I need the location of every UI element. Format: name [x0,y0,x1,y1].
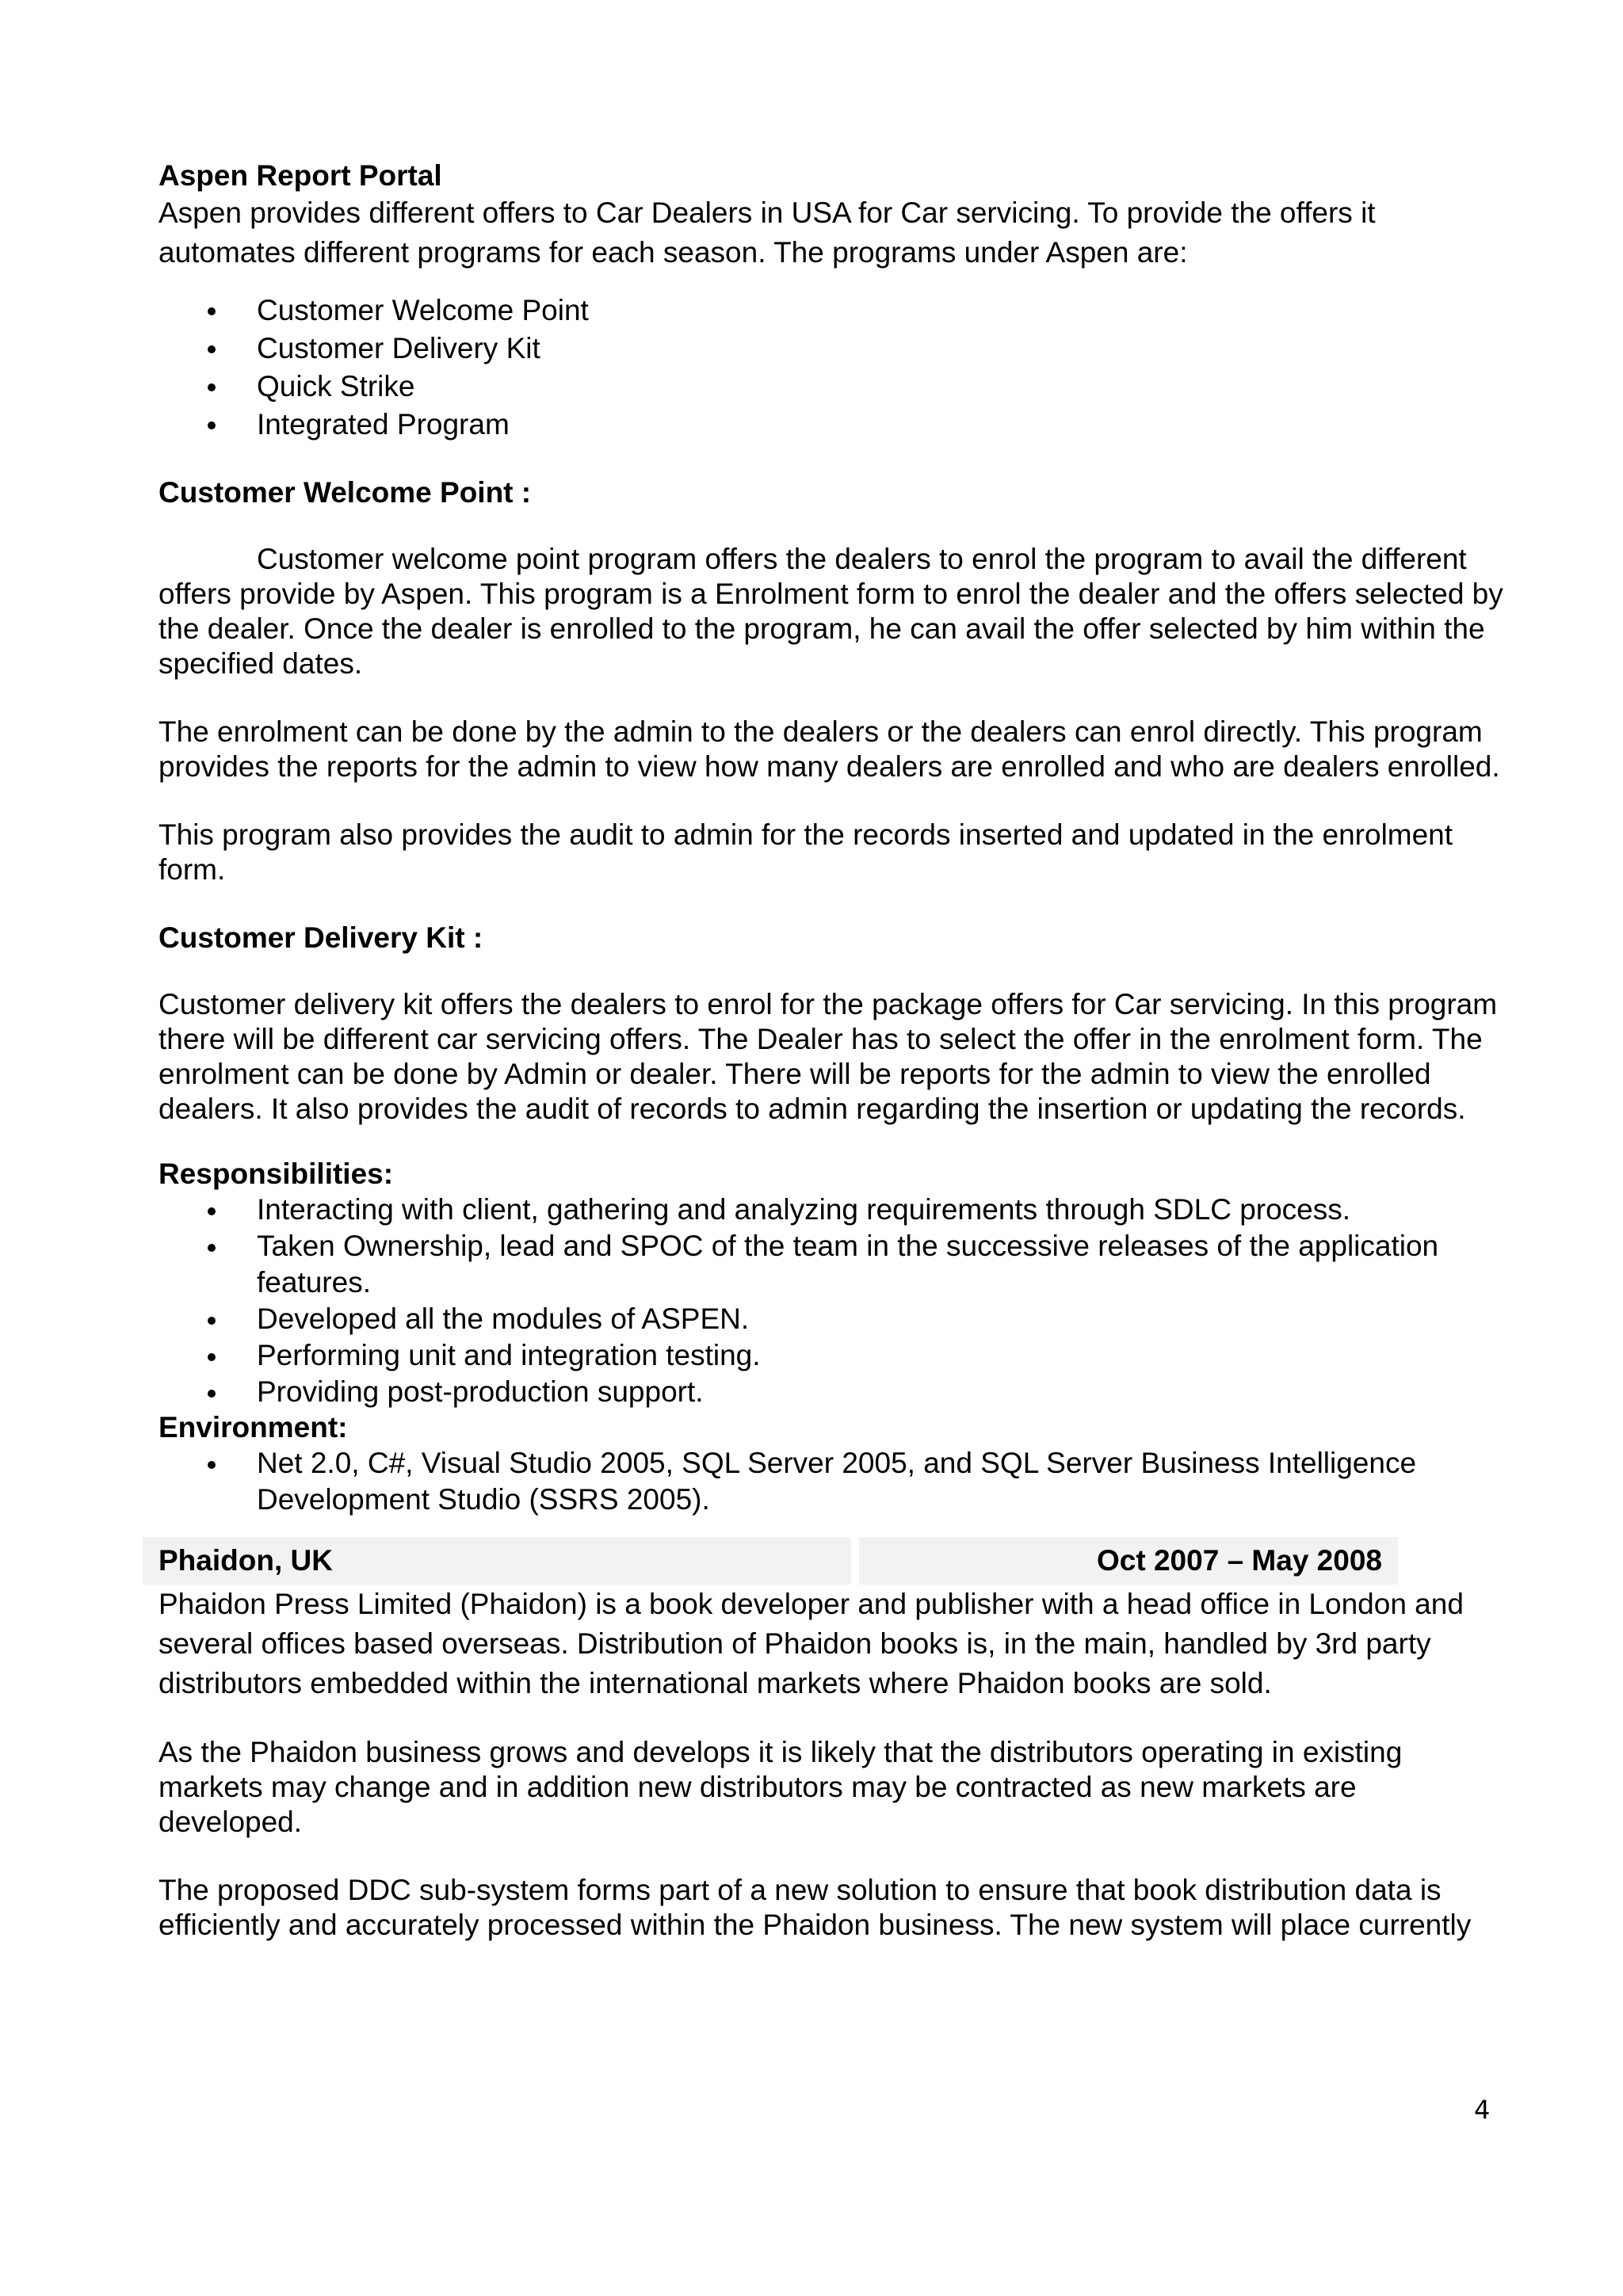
list-item: Customer Welcome Point [158,292,1506,330]
page-content [158,158,1506,1943]
bullet-icon [208,1390,216,1398]
bullet-icon [208,1353,216,1361]
bullet-icon [208,1317,216,1325]
list-item: Performing unit and integration testing. [158,1337,1506,1374]
bullet-icon [208,1207,216,1215]
employer-row [143,1537,1398,1585]
program-list [158,292,1506,444]
list-item: Developed all the modules of ASPEN. [158,1301,1506,1337]
aspen-title: Aspen Report Portal [158,159,442,192]
list-item: Taken Ownership, lead and SPOC of the team in the successive releases of the application features. [158,1228,1506,1301]
delivery-para-1: Customer delivery kit offers the dealers to enrol for the package offers for Car servicing. In this program there will be different car servicing offers. The Dealer has to select the offer in the enrolment form. The enrolment can be done by Admin or dealer. There will be reports for the admin to view the enrolled dealers. It also provides the audit of records to admin regarding the insertion or updating the records. [158,988,1498,1125]
employer-name: Phaidon, UK [143,1537,851,1585]
list-item: Providing post-production support. [158,1374,1506,1410]
phaidon-para-3: The proposed DDC sub-system forms part of a new solution to ensure that book distribution data is efficiently and accurately processed within the Phaidon business. The new system will place currently [158,1874,1472,1941]
phaidon-para-2: As the Phaidon business grows and develops it is likely that the distributors operating in existing markets may change and in addition new distributors may be contracted as new markets are developed. [158,1736,1403,1838]
bullet-icon [208,1244,216,1252]
bullet-icon [208,345,216,353]
page-number: 4 [1474,2095,1491,2125]
welcome-para-1: Customer welcome point program offers the dealers to enrol the program to avail the different offers provide by Aspen. This program is a Enrolment form to enrol the dealer and the offers selected by the dealer. Once the dealer is enrolled to the program, he can avail the offer selected by him within the specified dates. [158,543,1503,680]
aspen-intro: Aspen provides different offers to Car Dealers in USA for Car servicing. To provide the offers it automates different programs for each season. The programs under Aspen are: [158,196,1376,269]
employment-period: Oct 2007 – May 2008 [859,1537,1398,1585]
list-item: Customer Delivery Kit [158,330,1506,368]
responsibilities-list [158,1192,1506,1410]
responsibilities-heading: Responsibilities: [158,1158,394,1190]
list-item: Net 2.0, C#, Visual Studio 2005, SQL Server 2005, and SQL Server Business Intelligence Development Studio (SSRS 2005). [158,1445,1506,1518]
environment-heading: Environment: [158,1411,348,1444]
list-item: Quick Strike [158,368,1506,406]
welcome-heading: Customer Welcome Point : [158,476,532,509]
bullet-icon [208,421,216,429]
environment-list [158,1445,1506,1518]
bullet-icon [208,307,216,315]
list-item: Integrated Program [158,406,1506,444]
phaidon-para-1: Phaidon Press Limited (Phaidon) is a book developer and publisher with a head office in London and several offices based overseas. Distribution of Phaidon books is, in the main, handled by 3rd party distributors embedded within the international markets where Phaidon books are sold. [158,1588,1464,1699]
delivery-heading: Customer Delivery Kit : [158,921,483,954]
bullet-icon [208,383,216,391]
list-item: Interacting with client, gathering and analyzing requirements through SDLC process. [158,1192,1506,1228]
welcome-para-3: This program also provides the audit to admin for the records inserted and updated in the enrolment form. [158,818,1453,886]
bullet-icon [208,1461,216,1469]
welcome-para-2: The enrolment can be done by the admin to the dealers or the dealers can enrol directly. This program provides the reports for the admin to view how many dealers are enrolled and who are dealers enrolled. [158,715,1500,783]
